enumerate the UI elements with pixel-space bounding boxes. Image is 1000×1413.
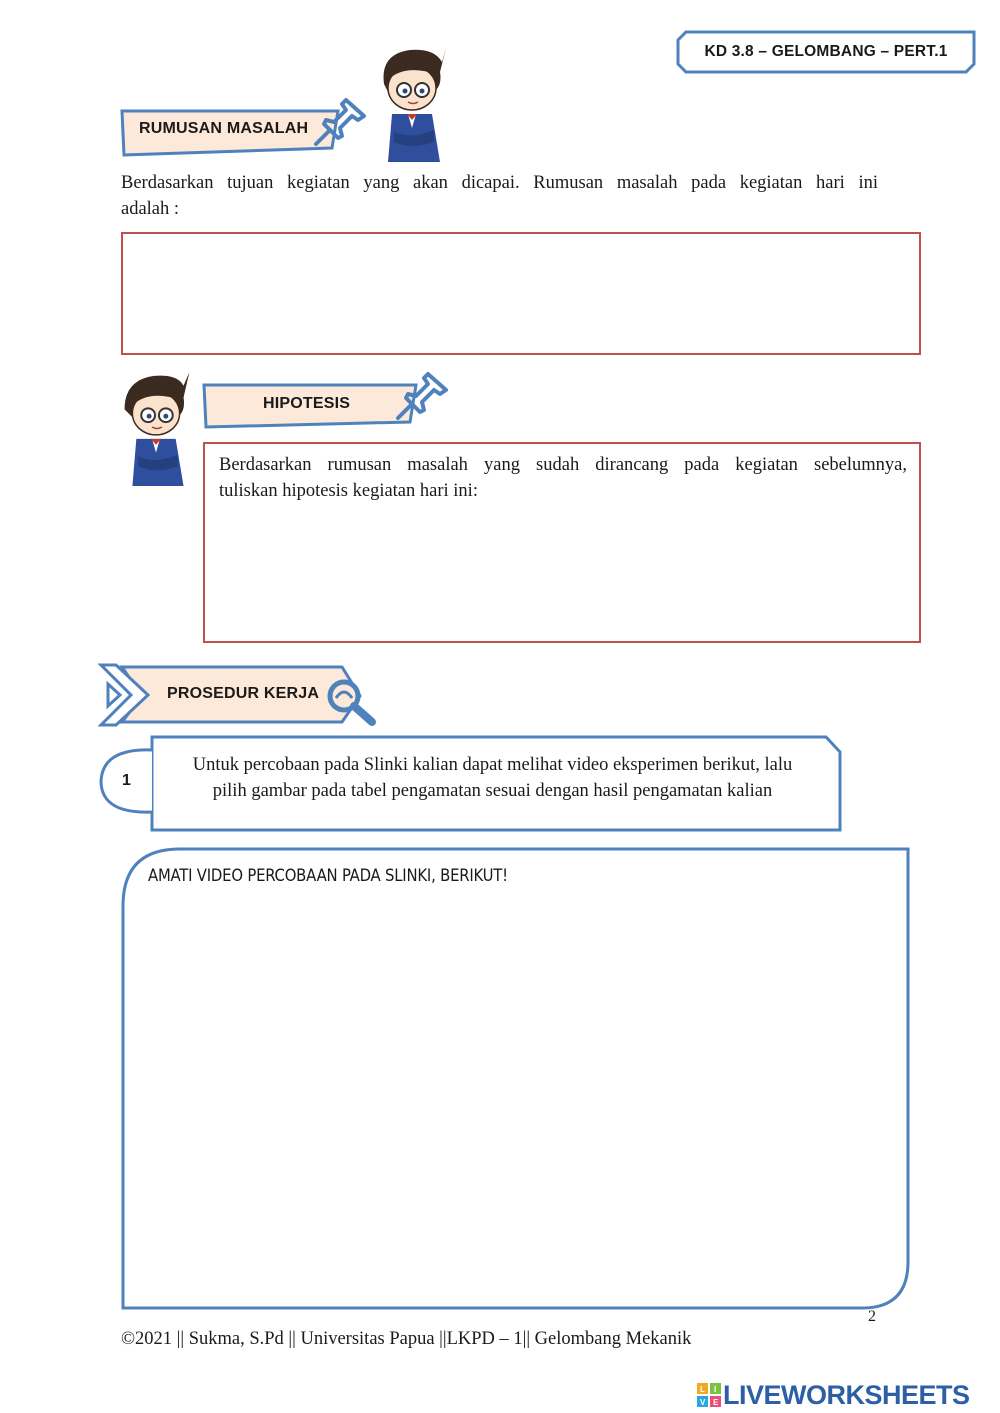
kd-tag-label: KD 3.8 – GELOMBANG – PERT.1 [704,43,948,60]
video-instruction: AMATI VIDEO PERCOBAAN PADA SLINKI, BERIKUT! [148,866,508,885]
step-text [160,752,825,804]
page-number: 2 [868,1308,876,1325]
rumusan-text [121,170,878,222]
rumusan-text-line1: Berdasarkan tujuan kegiatan yang akan dicapai. Rumusan masalah pada kegiatan hari ini [121,173,878,193]
hipotesis-answer-box[interactable] [203,442,921,643]
live-logo-icon [697,1383,721,1407]
hipotesis-banner [202,382,422,432]
detective-character-icon [374,44,446,164]
svg-text:E: E [713,1398,719,1407]
rumusan-title: RUMUSAN MASALAH [139,120,309,137]
kd-tag [676,30,976,74]
video-area[interactable] [130,900,900,1300]
step-text-line2: pilih gambar pada tabel pengamatan sesuai dengan hasil pengamatan kalian [212,781,773,801]
rumusan-answer-box[interactable] [121,232,921,355]
prosedur-title: PROSEDUR KERJA [167,685,320,702]
liveworksheets-logo [697,1378,970,1412]
hipotesis-text [219,452,907,504]
footer-credit: ©2021 || Sukma, S.Pd || Universitas Papua ||LKPD – 1|| Gelombang Mekanik [121,1329,692,1349]
hipotesis-title: HIPOTESIS [263,395,351,412]
step-text-line1: Untuk percobaan pada Slinki kalian dapat melihat video eksperimen berikut, lalu [192,755,793,775]
rumusan-text-line2: adalah : [121,199,180,219]
hipotesis-text-line1: Berdasarkan rumusan masalah yang sudah dirancang pada kegiatan sebelumnya, [219,455,907,475]
svg-text:V: V [700,1398,706,1407]
pushpin-icon [312,96,368,148]
step-number: 1 [122,772,131,789]
logo-text: LIVEWORKSHEETS [723,1379,970,1410]
hipotesis-text-line2: tuliskan hipotesis kegiatan hari ini: [219,481,478,501]
pushpin-icon [394,370,450,422]
svg-text:I: I [714,1385,717,1394]
svg-text:L: L [700,1385,705,1394]
detective-character-icon [120,370,192,488]
magnifier-icon [322,676,378,728]
